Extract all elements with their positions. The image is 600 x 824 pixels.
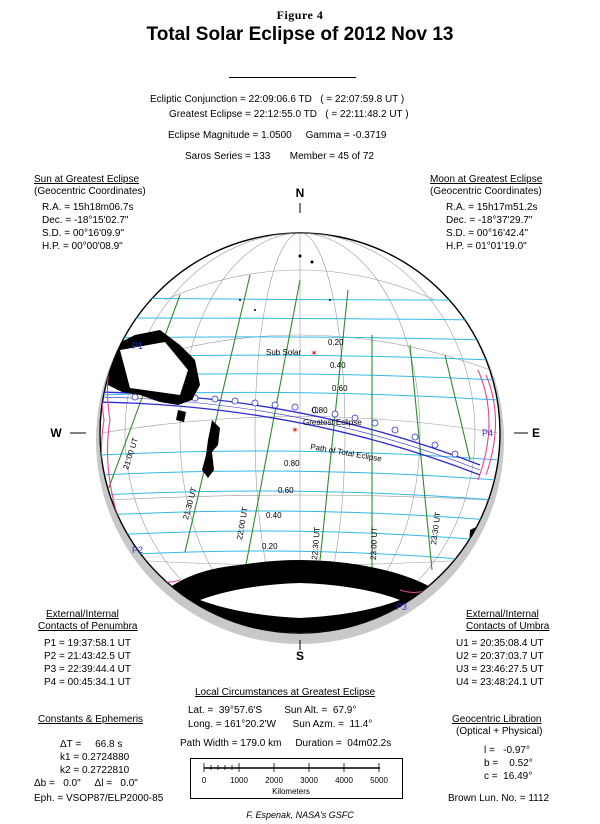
magnitude-line: Eclipse Magnitude = 1.0500 Gamma = -0.3719 xyxy=(168,130,387,141)
sun-dec: Dec. = -18°15'02.7" xyxy=(42,215,129,226)
libration-l: l = -0.97° xyxy=(484,745,530,756)
moon-title: Moon at Greatest Eclipse xyxy=(430,174,543,185)
mag-label-s-060: 0.60 xyxy=(278,486,294,495)
greatest-eclipse-marker: ✶ xyxy=(291,425,299,435)
libration-c: c = 16.49° xyxy=(484,771,533,782)
penumbra-p2: P2 = 21:43:42.5 UT xyxy=(44,651,132,662)
conjunction-line: Ecliptic Conjunction = 22:09:06.6 TD ( = 22:07:59.8 UT ) xyxy=(150,94,405,105)
scale-label-5000: 5000 xyxy=(370,776,388,785)
umbra-title-2: Contacts of Umbra xyxy=(466,621,550,632)
sun-hp: H.P. = 00°00'08.9" xyxy=(42,241,123,252)
local-lat: Lat. = 39°57.6'S Sun Alt. = 67.9° xyxy=(188,705,357,716)
local-title: Local Circumstances at Greatest Eclipse xyxy=(195,687,376,698)
figure-label: Figure 4 xyxy=(276,8,324,22)
p3-label: P3 xyxy=(396,602,408,612)
sub-solar-label: Sub Solar xyxy=(266,348,302,357)
scale-label-3000: 3000 xyxy=(300,776,318,785)
sun-ra: R.A. = 15h18m06.7s xyxy=(42,202,134,213)
scale-unit: Kilometers xyxy=(272,787,310,796)
ut-label-2300: 23:00 UT xyxy=(369,526,380,561)
brown-lunation: Brown Lun. No. = 1112 xyxy=(448,793,550,804)
moon-sd: S.D. = 00°16'42.4" xyxy=(446,228,529,239)
constants-eph: Eph. = VSOP87/ELP2000-85 xyxy=(34,793,164,804)
scale-bar xyxy=(190,758,404,800)
west-label: W xyxy=(50,426,62,440)
penumbra-title-2: Contacts of Penumbra xyxy=(38,621,138,632)
mag-label-n-020: 0.20 xyxy=(328,338,344,347)
libration-b: b = 0.52° xyxy=(484,758,533,769)
moon-ra: R.A. = 15h17m51.2s xyxy=(446,202,538,213)
mag-label-s-040: 0.40 xyxy=(266,511,282,520)
constants-delta: Δb = 0.0" Δl = 0.0" xyxy=(34,778,138,789)
ut-label-2130: 21:30 UT xyxy=(181,486,199,521)
local-long: Long. = 161°20.2'W Sun Azm. = 11.4° xyxy=(188,719,373,730)
libration-subtitle: (Optical + Physical) xyxy=(456,726,543,737)
p1-label: P1 xyxy=(132,341,144,351)
umbra-title-1: External/Internal xyxy=(466,609,539,620)
penumbra-p1: P1 = 19:37:58.1 UT xyxy=(44,638,132,649)
ut-label-2200: 22:00 UT xyxy=(235,506,250,541)
constants-dt: ΔT = 66.8 s xyxy=(60,739,123,750)
libration-title: Geocentric Libration xyxy=(452,714,542,725)
scale-label-4000: 4000 xyxy=(335,776,353,785)
sun-title: Sun at Greatest Eclipse xyxy=(34,174,140,185)
p4-label: P4 xyxy=(482,428,494,438)
scale-label-0: 0 xyxy=(201,776,207,785)
moon-subtitle: (Geocentric Coordinates) xyxy=(430,186,542,197)
constants-k1: k1 = 0.2724880 xyxy=(60,752,130,763)
mag-label-n-080: 0.80 xyxy=(312,406,328,415)
umbra-u4: U4 = 23:48:24.1 UT xyxy=(456,677,544,688)
penumbra-p4: P4 = 00:45:34.1 UT xyxy=(44,677,132,688)
umbra-u2: U2 = 20:37:03.7 UT xyxy=(456,651,544,662)
scale-label-2000: 2000 xyxy=(265,776,283,785)
mag-label-s-080: 0.80 xyxy=(284,459,300,468)
page-title: Total Solar Eclipse of 2012 Nov 13 xyxy=(146,24,454,45)
sun-sd: S.D. = 00°16'09.9" xyxy=(42,228,125,239)
south-label: S xyxy=(295,649,305,663)
sun-subtitle: (Geocentric Coordinates) xyxy=(34,186,146,197)
mag-label-n-060: 0.60 xyxy=(332,384,348,393)
greatest-eclipse-line: Greatest Eclipse = 22:12:55.0 TD ( = 22:11:48.2 UT ) xyxy=(169,109,409,120)
umbra-u3: U3 = 23:46:27.5 UT xyxy=(456,664,544,675)
p2-label: P2 xyxy=(132,545,144,555)
scale-label-1000: 1000 xyxy=(230,776,248,785)
ut-label-2230: 22:30 UT xyxy=(310,526,322,561)
saros-line: Saros Series = 133 Member = 45 of 72 xyxy=(185,151,374,162)
greatest-eclipse-label: Greatest Eclipse xyxy=(303,418,362,427)
constants-title: Constants & Ephemeris xyxy=(38,714,144,725)
local-path: Path Width = 179.0 km Duration = 04m02.2s xyxy=(180,738,392,749)
umbra-u1: U1 = 20:35:08.4 UT xyxy=(456,638,544,649)
ut-label-2100: 21:00 UT xyxy=(121,436,141,471)
path-label: Path of Total Eclipse xyxy=(309,442,383,464)
mag-label-n-040: 0.40 xyxy=(330,361,346,370)
moon-dec: Dec. = -18°37'29.7" xyxy=(446,215,533,226)
sub-solar-marker: ✶ xyxy=(310,348,318,358)
moon-hp: H.P. = 01°01'19.0" xyxy=(446,241,527,252)
penumbra-title-1: External/Internal xyxy=(46,609,119,620)
credit: F. Espenak, NASA's GSFC xyxy=(246,810,354,820)
north-label: N xyxy=(295,186,305,200)
mag-label-s-020: 0.20 xyxy=(262,542,278,551)
east-label: E xyxy=(531,426,541,440)
ut-label-2330: 23:30 UT xyxy=(429,511,443,546)
constants-k2: k2 = 0.2722810 xyxy=(60,765,130,776)
penumbra-p3: P3 = 22:39:44.4 UT xyxy=(44,664,132,675)
